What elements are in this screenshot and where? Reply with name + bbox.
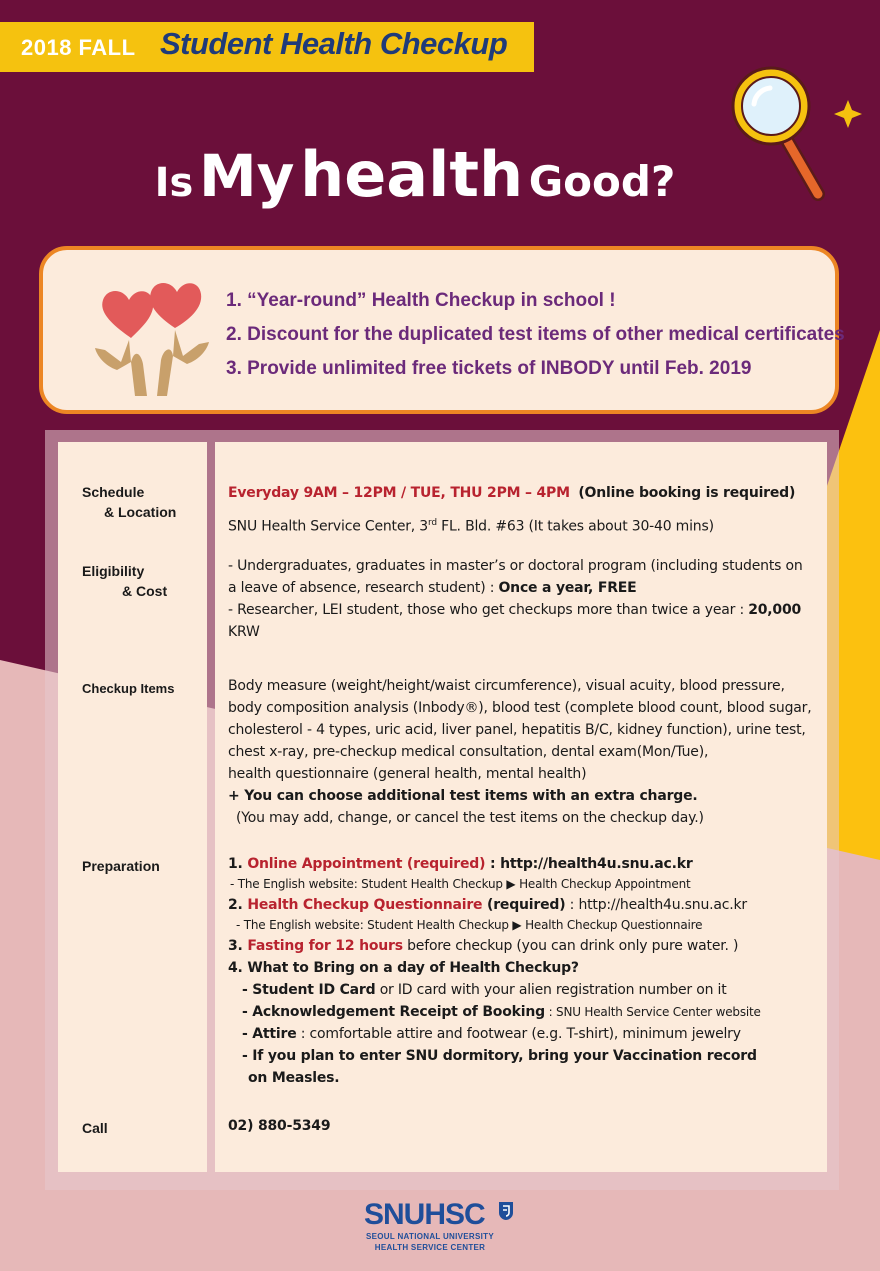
logo-wordmark xyxy=(364,1198,485,1232)
header-badge xyxy=(0,22,534,72)
prep-item-2 xyxy=(228,894,761,916)
checkup-content xyxy=(228,675,811,829)
bring-3-rest: : comfortable attire and footwear (e.g. T-shirt), minimum jewelry xyxy=(296,1026,741,1042)
checkup-line: cholesterol - 4 types, uric acid, liver panel, hepatitis B/C, kidney function), urine test, xyxy=(228,722,806,738)
location-sup: rd xyxy=(428,518,437,528)
prep-item-3 xyxy=(228,935,761,957)
eligibility-line2 xyxy=(228,577,803,599)
eligibility-line4: KRW xyxy=(228,624,260,640)
checkup-line: chest x-ray, pre-checkup medical consultation, dental exam(Mon/Tue), xyxy=(228,744,709,760)
prep-2-title: Health Checkup Questionnaire xyxy=(247,897,483,913)
eligibility-price: 20,000 xyxy=(748,602,802,618)
label-checkup-items: Checkup Items xyxy=(82,681,175,696)
title-word-health: health xyxy=(300,138,524,211)
checkup-extra: + You can choose additional test items with an extra charge. xyxy=(228,788,698,804)
eligibility-free: Once a year, FREE xyxy=(498,580,637,596)
prep-1-url[interactable]: : http://health4u.snu.ac.kr xyxy=(485,856,693,872)
bring-1-bold: - Student ID Card xyxy=(242,982,376,998)
prep-item-4: 4. What to Bring on a day of Health Checkup? xyxy=(228,960,579,976)
logo-hsc: HSC xyxy=(424,1198,485,1231)
label-eligibility-line1: Eligibility xyxy=(82,563,145,579)
label-column xyxy=(58,442,207,1172)
label-schedule xyxy=(82,482,176,522)
magnifier-icon xyxy=(726,64,871,209)
booking-note: (Online booking is required) xyxy=(578,485,796,501)
location-text-b: FL. Bld. #63 (It takes about 30-40 mins) xyxy=(436,518,714,535)
logo-subtitle-1: SEOUL NATIONAL UNIVERSITY xyxy=(366,1232,494,1241)
location-line xyxy=(228,512,795,538)
prep-3-rest: before checkup (you can drink only pure water. ) xyxy=(402,938,739,954)
schedule-hours-line xyxy=(228,482,795,504)
logo-subtitle-2: HEALTH SERVICE CENTER xyxy=(374,1243,486,1252)
bring-item-2 xyxy=(228,1001,761,1023)
logo-emblem-icon xyxy=(498,1201,514,1221)
title-word-my: My xyxy=(198,142,295,210)
benefit-1: 1. “Year-round” Health Checkup in school ! xyxy=(226,290,616,311)
checkup-line: body composition analysis (Inbody®), blood test (complete blood count, blood sugar, xyxy=(228,700,812,716)
page-title xyxy=(0,138,830,211)
eligibility-line3-a: - Researcher, LEI student, those who get checkups more than twice a year : xyxy=(228,602,749,618)
hearts-hands-icon xyxy=(91,276,215,400)
bring-item-3 xyxy=(228,1023,761,1045)
badge-title: Student Health Checkup xyxy=(160,26,508,61)
bring-2-bold: - Acknowledgement Receipt of Booking xyxy=(242,1004,545,1020)
eligibility-content xyxy=(228,555,803,643)
benefit-2: 2. Discount for the duplicated test items of other medical certificates xyxy=(226,324,845,345)
label-schedule-line2: & Location xyxy=(104,504,177,520)
title-word-is: Is xyxy=(154,160,194,206)
checkup-line: health questionnaire (general health, mental health) xyxy=(228,766,587,782)
bring-2-rest: : SNU Health Service Center website xyxy=(544,1005,761,1019)
badge-year: 2018 FALL xyxy=(21,35,136,60)
prep-1-title: Online Appointment (required) xyxy=(247,856,486,872)
bring-item-4: - If you plan to enter SNU dormitory, bring your Vaccination record xyxy=(242,1048,757,1064)
label-schedule-line1: Schedule xyxy=(82,484,145,500)
snuhsc-logo xyxy=(364,1198,520,1258)
eligibility-line3 xyxy=(228,599,803,621)
title-word-good: Good? xyxy=(528,157,676,206)
location-text-a: SNU Health Service Center, 3 xyxy=(228,518,428,535)
bring-item-1 xyxy=(228,979,761,1001)
eligibility-line1: - Undergraduates, graduates in master’s or doctoral program (including students on xyxy=(228,558,803,574)
prep-3-num: 3. xyxy=(228,938,248,954)
prep-2-sub: - The English website: Student Health Checkup ▶ Health Checkup Questionnaire xyxy=(236,918,703,932)
call-phone[interactable]: 02) 880-5349 xyxy=(228,1118,331,1134)
checkup-extra-note: (You may add, change, or cancel the test items on the checkup day.) xyxy=(236,810,704,826)
checkup-line: Body measure (weight/height/waist circumference), visual acuity, blood pressure, xyxy=(228,678,785,694)
bring-1-rest: or ID card with your alien registration number on it xyxy=(375,982,727,998)
prep-2-num: 2. xyxy=(228,897,248,913)
eligibility-line2-a: a leave of absence, research student) : xyxy=(228,580,499,596)
label-preparation: Preparation xyxy=(82,858,160,874)
prep-2-required: (required) xyxy=(482,897,566,913)
prep-3-title: Fasting for 12 hours xyxy=(247,938,403,954)
benefits-box xyxy=(39,246,845,414)
label-eligibility xyxy=(82,561,167,601)
bring-item-4-cont: on Measles. xyxy=(248,1070,340,1086)
prep-1-num: 1. xyxy=(228,856,248,872)
schedule-content xyxy=(228,482,795,538)
preparation-content xyxy=(228,853,761,1089)
logo-snu: SNU xyxy=(364,1198,425,1231)
prep-1-sub: - The English website: Student Health Checkup ▶ Health Checkup Appointment xyxy=(230,877,691,891)
prep-item-1 xyxy=(228,853,761,875)
bring-3-bold: - Attire xyxy=(242,1026,297,1042)
benefit-3: 3. Provide unlimited free tickets of INBODY until Feb. 2019 xyxy=(226,358,752,379)
label-call: Call xyxy=(82,1120,108,1136)
prep-2-url[interactable]: : http://health4u.snu.ac.kr xyxy=(565,897,747,913)
label-eligibility-line2: & Cost xyxy=(122,583,168,599)
schedule-hours: Everyday 9AM – 12PM / TUE, THU 2PM – 4PM xyxy=(228,485,570,501)
